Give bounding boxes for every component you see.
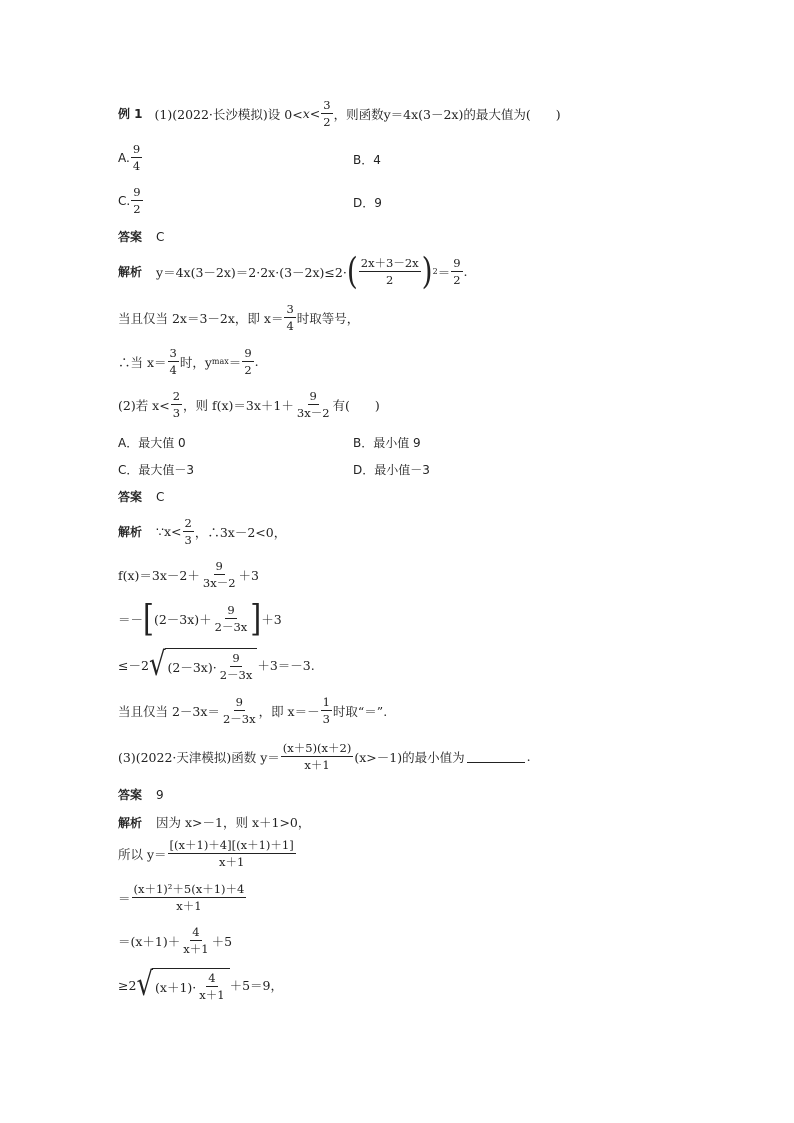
- fraction-denominator: 2－3x: [222, 712, 256, 726]
- text: 有( ): [332, 397, 380, 413]
- option-a-fraction: [131, 142, 142, 173]
- ex1-q1-func: y＝4x(3－2x)的最大值为( ): [383, 106, 561, 122]
- fraction-numerator: 2x＋3－2x: [360, 256, 419, 270]
- ex3-answer: [118, 786, 164, 803]
- fraction-numerator: (x＋5)(x＋2): [282, 741, 352, 755]
- ex1-q1-var: x: [302, 106, 310, 121]
- fraction-numerator: 9: [309, 389, 317, 403]
- text: f(x)＝3x－2＋: [118, 567, 200, 583]
- fraction-numerator: [(x＋1)＋4][(x＋1)＋1]: [169, 838, 294, 852]
- ex2-option-b: [353, 434, 421, 451]
- option-c-label: C.: [118, 193, 131, 208]
- option-a-text: A．最大值 0: [118, 436, 186, 450]
- fraction-numerator: 3: [323, 98, 331, 112]
- subscript: max: [211, 357, 229, 366]
- fraction: [218, 651, 255, 682]
- fraction-numerator: 9: [232, 651, 240, 665]
- ex1-answer: [118, 228, 164, 245]
- fraction-denominator: 4: [132, 159, 141, 173]
- ex1-option-d: [353, 194, 382, 211]
- ex2-solution-line3: [118, 596, 282, 640]
- right-bracket: ]: [250, 596, 262, 640]
- equals-sign: ＝: [437, 264, 451, 280]
- fraction-denominator: 2: [453, 273, 461, 287]
- fraction: [201, 559, 238, 590]
- text: ＋3: [261, 611, 282, 627]
- fraction: [132, 882, 247, 913]
- solution-label: 解析: [118, 815, 143, 830]
- left-bracket: [: [143, 596, 154, 640]
- text: (2－3x)·: [167, 659, 217, 675]
- fraction-denominator: 3: [172, 406, 181, 420]
- fraction: [321, 695, 332, 726]
- fraction-numerator: 1: [322, 695, 330, 709]
- answer-value: C: [156, 489, 165, 504]
- ex3-solution-line4: [118, 925, 232, 956]
- fraction-numerator: 9: [235, 695, 243, 709]
- fraction-denominator: 4: [286, 319, 294, 333]
- ex2-solution-line4: [118, 648, 315, 682]
- ex2-solution-line1: [118, 516, 286, 547]
- left-paren: (: [346, 249, 358, 293]
- square-root: [149, 648, 257, 682]
- text: (2)若 x<: [118, 397, 170, 413]
- text: (x>－1)的最小值为: [354, 749, 465, 765]
- fraction-denominator: x＋1: [183, 942, 209, 956]
- text: ，∴3x－2<0，: [194, 524, 287, 540]
- radicand: [152, 968, 230, 1002]
- fraction-denominator: 2－3x: [219, 668, 253, 682]
- solution-label: 解析: [118, 525, 143, 539]
- fraction-numerator: 4: [208, 971, 216, 985]
- ex1-question: [118, 98, 561, 129]
- answer-label: 答案: [118, 788, 143, 802]
- ex2-solution-line5: [118, 695, 387, 726]
- text: 时取“＝”.: [332, 703, 388, 719]
- ex3-solution-line5: [118, 968, 283, 1002]
- text: ∴当 x＝: [118, 354, 167, 370]
- fraction-denominator: 2: [323, 115, 331, 129]
- text: 因为 x>－1，则 x＋1>0，: [156, 815, 311, 830]
- fraction-numerator: 9: [453, 256, 461, 270]
- fraction-denominator: x＋1: [304, 758, 330, 772]
- fraction: [221, 695, 258, 726]
- fraction: [183, 516, 194, 547]
- radicand: [165, 648, 258, 682]
- fraction-denominator: x＋1: [218, 855, 245, 869]
- option-c-fraction: [131, 185, 142, 216]
- fraction: [181, 925, 210, 956]
- fraction-numerator: 3: [286, 302, 294, 316]
- fraction-denominator: 3: [322, 712, 330, 726]
- ex1-solution-line1: [118, 249, 468, 293]
- right-paren: ): [421, 249, 433, 293]
- answer-value: 9: [156, 787, 164, 802]
- text: (x＋1)·: [155, 979, 197, 995]
- text: ＝: [118, 890, 131, 906]
- solution-label: 解析: [118, 265, 143, 279]
- period: .: [254, 354, 259, 369]
- fraction-denominator: 2: [133, 202, 141, 216]
- ex2-option-a: [118, 434, 186, 451]
- fraction: [168, 838, 296, 869]
- fraction: [197, 971, 226, 1002]
- fraction: [213, 603, 250, 634]
- text: 时取等号，: [296, 310, 360, 326]
- text: (3)(2022·天津模拟)函数 y＝: [118, 749, 280, 765]
- fraction: [168, 346, 179, 377]
- fraction: [242, 346, 253, 377]
- ex3-solution-line2: [118, 838, 297, 869]
- text: ＋5＝9，: [229, 978, 283, 993]
- text: ，则 f(x)＝3x＋1＋: [183, 397, 294, 413]
- fraction-numerator: 3: [169, 346, 177, 360]
- text: ＋3＝－3.: [257, 658, 315, 673]
- ex1-conclusion: [118, 346, 259, 377]
- text: 当且仅当 2－3x＝: [118, 703, 220, 719]
- radical-sign: √: [148, 646, 166, 684]
- fraction-numerator: 9: [215, 559, 223, 573]
- ex1-head: 例 1: [118, 107, 143, 121]
- ex1-q1-prefix: (1)(2022·长沙模拟)设 0<: [154, 106, 303, 122]
- ex1-q1-fraction: [321, 98, 332, 129]
- period: .: [463, 264, 468, 279]
- fraction-numerator: (x＋1)²＋5(x＋1)＋4: [133, 882, 245, 896]
- ex2-option-c: [118, 461, 194, 478]
- fraction-numerator: 9: [132, 142, 141, 156]
- option-c-text: C．最大值－3: [118, 463, 195, 477]
- fraction-denominator: 3x－2: [296, 406, 330, 420]
- ex1-option-b: [353, 151, 381, 168]
- ex3-question: [118, 741, 531, 772]
- text: ＝－: [118, 611, 144, 627]
- text: (2－3x)＋: [153, 611, 212, 627]
- option-d-text: D．9: [353, 196, 382, 210]
- fraction: [284, 302, 295, 333]
- fraction-numerator: 9: [244, 346, 252, 360]
- ex3-solution-line3: [118, 882, 247, 913]
- answer-label: 答案: [118, 230, 143, 244]
- solution-fraction: [359, 256, 421, 287]
- text: ≥2: [118, 977, 137, 993]
- ex2-option-d: [353, 461, 430, 478]
- fraction: [295, 389, 332, 420]
- fraction-denominator: 2: [386, 273, 394, 287]
- ex1-option-c: [118, 185, 144, 216]
- equals-sign: ＝: [228, 354, 242, 370]
- answer-label: 答案: [118, 490, 143, 504]
- solution-text: y＝4x(3－2x)＝2·2x·(3－2x)≤2·: [156, 264, 347, 280]
- text: 所以 y＝: [118, 846, 167, 862]
- option-b-text: B．最小值 9: [353, 436, 421, 450]
- text: ＋5: [211, 933, 233, 949]
- ex1-equality-condition: [118, 302, 359, 333]
- exponent: 2: [432, 267, 438, 276]
- period: .: [526, 749, 531, 764]
- fraction-numerator: 2: [184, 516, 192, 530]
- text: 当且仅当 2x＝3－2x，即 x＝: [118, 310, 284, 326]
- fraction-numerator: 4: [192, 925, 200, 939]
- fraction-denominator: 3: [184, 533, 192, 547]
- ex2-solution-line2: [118, 559, 259, 590]
- option-b-text: B．4: [353, 153, 381, 167]
- text: ＋3: [238, 567, 259, 583]
- ex1-q1-mid: ，则函数: [333, 106, 384, 122]
- fraction-numerator: 9: [133, 185, 141, 199]
- text: ∵x<: [156, 524, 182, 539]
- result-fraction: [451, 256, 462, 287]
- fraction-denominator: x＋1: [199, 988, 225, 1002]
- fraction-denominator: 4: [169, 363, 177, 377]
- fraction-denominator: 3x－2: [202, 576, 236, 590]
- fraction-denominator: 2: [244, 363, 252, 377]
- option-d-text: D．最小值－3: [353, 463, 430, 477]
- ex1-option-a: [118, 142, 143, 173]
- fraction-numerator: 2: [172, 389, 181, 403]
- ex1-q1-lt: <: [309, 106, 321, 121]
- answer-blank: [467, 750, 525, 763]
- square-root: [136, 968, 229, 1002]
- fraction-denominator: 2－3x: [214, 620, 248, 634]
- radical-sign: √: [136, 966, 154, 1004]
- fraction: [171, 389, 182, 420]
- text: ＝(x＋1)＋: [118, 933, 181, 949]
- text: ，即 x＝－: [258, 703, 320, 719]
- fraction-denominator: x＋1: [176, 899, 202, 913]
- fraction: [281, 741, 354, 772]
- ex2-answer: [118, 488, 164, 505]
- answer-value: C: [156, 229, 165, 244]
- option-a-label: A.: [118, 150, 130, 165]
- text: 时，y: [179, 354, 212, 370]
- text: ≤－2: [118, 658, 149, 673]
- ex3-solution-line1: [118, 813, 310, 831]
- fraction-numerator: 9: [227, 603, 235, 617]
- ex2-question: [118, 389, 380, 420]
